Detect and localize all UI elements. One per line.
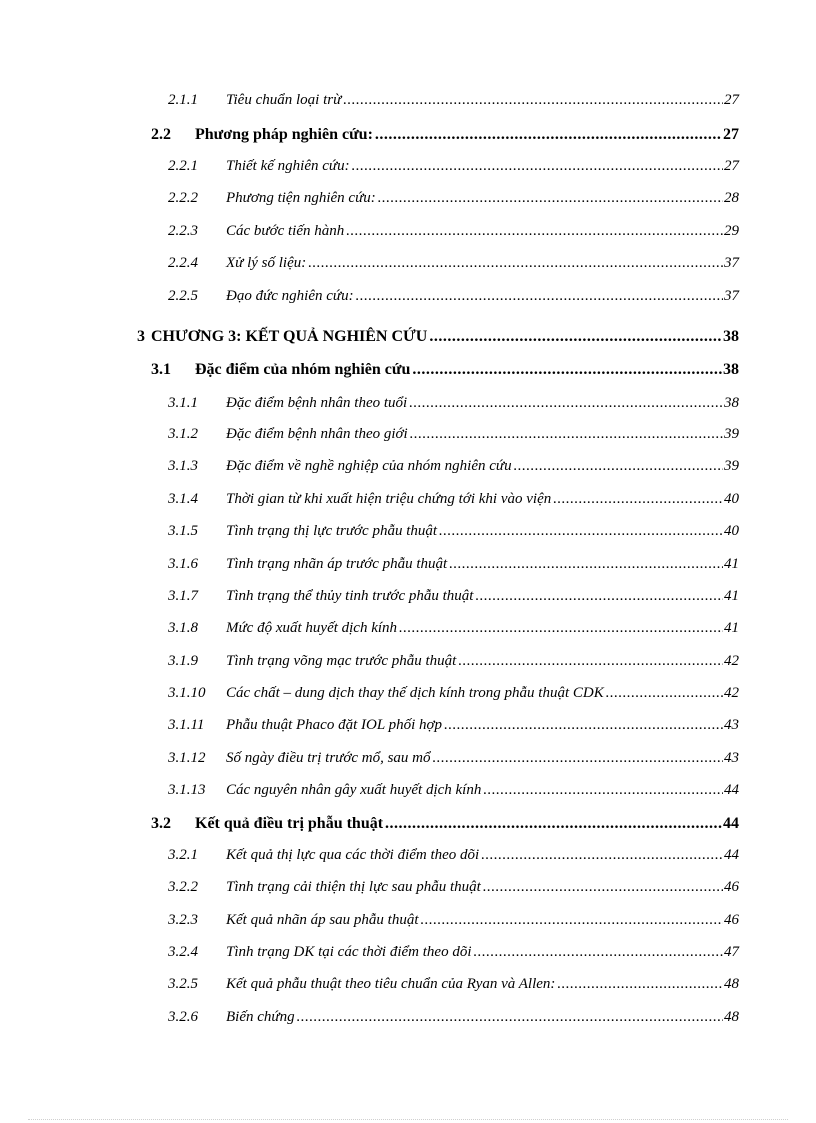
toc-number: 2.2.3 xyxy=(168,223,198,239)
toc-label: Kết quả điều trị phẫu thuật xyxy=(195,815,384,832)
dot-leader xyxy=(433,750,723,767)
toc-label: Tình trạng thể thủy tinh trước phẫu thuật xyxy=(226,588,474,604)
toc-number: 3.1.1 xyxy=(168,395,198,411)
toc-label: Tình trạng nhãn áp trước phẫu thuật xyxy=(226,556,448,572)
toc-number: 3.1.10 xyxy=(168,685,206,701)
toc-label: Biến chứng xyxy=(226,1009,295,1025)
toc-entry-2-1-1[interactable] xyxy=(0,92,739,116)
dot-leader xyxy=(474,944,724,961)
toc-label: Đặc điểm về nghề nghiệp của nhóm nghiên cứu xyxy=(226,458,512,474)
toc-entry-3-1-1[interactable] xyxy=(0,395,739,419)
toc-page-number: 38 xyxy=(723,328,739,345)
toc-page-number: 41 xyxy=(724,588,739,604)
toc-entry-3-2-3[interactable] xyxy=(0,912,739,936)
toc-entry-3-1-4[interactable] xyxy=(0,491,739,515)
dot-leader xyxy=(399,620,723,637)
toc-number: 3.1.3 xyxy=(168,458,198,474)
toc-label: Phẫu thuật Phaco đặt IOL phối hợp xyxy=(226,717,443,733)
toc-page-number: 28 xyxy=(724,190,739,206)
toc-entry-2-2-3[interactable] xyxy=(0,223,739,247)
toc-number: 3.1 xyxy=(151,361,171,378)
toc-entry-3-2-5[interactable] xyxy=(0,976,739,1000)
toc-entry-3-1-3[interactable] xyxy=(0,458,739,482)
toc-label: Đặc điểm của nhóm nghiên cứu xyxy=(195,361,411,378)
toc-entry-3-1-12[interactable] xyxy=(0,750,739,774)
toc-label: Đặc điểm bệnh nhân theo tuổi xyxy=(226,395,408,411)
toc-page-number: 44 xyxy=(724,847,739,863)
toc-label: Tình trạng thị lực trước phẫu thuật xyxy=(226,523,438,539)
dot-leader xyxy=(557,976,723,993)
toc-entry-2-2[interactable] xyxy=(0,126,739,150)
toc-label: Tình trạng cải thiện thị lực sau phẫu thuật xyxy=(226,879,481,895)
toc-entry-2-2-1[interactable] xyxy=(0,158,739,182)
toc-number: 3 xyxy=(137,328,145,345)
toc-label: Các bước tiến hành xyxy=(226,223,345,239)
toc-entry-3-1-9[interactable] xyxy=(0,653,739,677)
dot-leader xyxy=(346,223,723,240)
toc-entry-3-1-10[interactable] xyxy=(0,685,739,709)
dot-leader xyxy=(553,491,723,508)
toc-number: 2.2 xyxy=(151,126,171,143)
toc-number: 3.2 xyxy=(151,815,171,832)
toc-number: 3.2.2 xyxy=(168,879,198,895)
toc-number: 3.1.6 xyxy=(168,556,198,572)
toc-page-number: 47 xyxy=(724,944,739,960)
dot-leader xyxy=(297,1009,723,1026)
dot-leader xyxy=(483,879,723,896)
toc-number: 3.1.9 xyxy=(168,653,198,669)
toc-number: 3.1.5 xyxy=(168,523,198,539)
toc-page-number: 41 xyxy=(724,620,739,636)
toc-label: Tình trạng võng mạc trước phẫu thuật xyxy=(226,653,457,669)
toc-page-number: 44 xyxy=(724,782,739,798)
toc-number: 2.2.1 xyxy=(168,158,198,174)
toc-label: Thời gian từ khi xuất hiện triệu chứng tới khi vào viện xyxy=(226,491,552,507)
toc-entry-3-1-7[interactable] xyxy=(0,588,739,612)
toc-entry-2-2-5[interactable] xyxy=(0,288,739,312)
toc-entry-3-1-8[interactable] xyxy=(0,620,739,644)
toc-page-number: 44 xyxy=(723,815,739,832)
toc-label: Các chất – dung dịch thay thế dịch kính trong phẫu thuật CDK xyxy=(226,685,604,701)
toc-label: Phương tiện nghiên cứu: xyxy=(226,190,376,206)
toc-page-number: 29 xyxy=(724,223,739,239)
toc-number: 2.1.1 xyxy=(168,92,198,108)
toc-entry-3-1[interactable] xyxy=(0,361,739,385)
dot-leader xyxy=(375,126,722,144)
dot-leader xyxy=(308,255,723,272)
toc-page-number: 39 xyxy=(724,458,739,474)
dot-leader xyxy=(514,458,723,475)
toc-page-number: 48 xyxy=(724,1009,739,1025)
toc-page-number: 37 xyxy=(724,288,739,304)
dot-leader xyxy=(385,815,722,833)
dot-leader xyxy=(606,685,723,702)
toc-number: 3.1.4 xyxy=(168,491,198,507)
toc-entry-2-2-2[interactable] xyxy=(0,190,739,214)
toc-page-number: 43 xyxy=(724,717,739,733)
toc-entry-3-1-5[interactable] xyxy=(0,523,739,547)
toc-page-number: 43 xyxy=(724,750,739,766)
toc-page-number: 40 xyxy=(724,491,739,507)
dot-leader xyxy=(483,782,723,799)
dot-leader xyxy=(481,847,723,864)
toc-label: Tiêu chuẩn loại trừ xyxy=(226,92,342,108)
toc-page-number: 38 xyxy=(724,395,739,411)
toc-entry-3-2[interactable] xyxy=(0,815,739,839)
toc-label: Tình trạng DK tại các thời điểm theo dõi xyxy=(226,944,472,960)
toc-entry-3-2-6[interactable] xyxy=(0,1009,739,1033)
toc-number: 3.1.11 xyxy=(168,717,205,733)
dot-leader xyxy=(356,288,723,305)
toc-number: 2.2.5 xyxy=(168,288,198,304)
toc-label: Xử lý số liệu: xyxy=(226,255,307,271)
toc-label: Kết quả thị lực qua các thời điểm theo dõi xyxy=(226,847,480,863)
toc-entry-chapter-3[interactable] xyxy=(0,328,739,352)
toc-label: Kết quả nhãn áp sau phẫu thuật xyxy=(226,912,419,928)
dot-leader xyxy=(409,395,723,412)
dot-leader xyxy=(410,426,723,443)
dot-leader xyxy=(343,92,723,109)
toc-number: 3.2.6 xyxy=(168,1009,198,1025)
toc-entry-3-2-1[interactable] xyxy=(0,847,739,871)
toc-label: Phương pháp nghiên cứu: xyxy=(195,126,373,143)
toc-entry-3-2-4[interactable] xyxy=(0,944,739,968)
toc-number: 3.1.12 xyxy=(168,750,206,766)
toc-page-number: 42 xyxy=(724,685,739,701)
toc-page-number: 27 xyxy=(723,126,739,143)
toc-label: Mức độ xuất huyết dịch kính xyxy=(226,620,398,636)
toc-label: Số ngày điều trị trước mổ, sau mổ xyxy=(226,750,431,766)
toc-page-number: 46 xyxy=(724,879,739,895)
toc-page-number: 42 xyxy=(724,653,739,669)
toc-page-number: 37 xyxy=(724,255,739,271)
toc-page-number: 46 xyxy=(724,912,739,928)
dot-leader xyxy=(429,328,722,346)
toc-page-number: 40 xyxy=(724,523,739,539)
toc-page-number: 27 xyxy=(724,158,739,174)
dot-leader xyxy=(444,717,723,734)
dot-leader xyxy=(378,190,723,207)
toc-label: Kết quả phẫu thuật theo tiêu chuẩn của Ryan và Allen: xyxy=(226,976,556,992)
dot-leader xyxy=(412,361,722,379)
toc-number: 3.1.2 xyxy=(168,426,198,442)
toc-number: 3.1.13 xyxy=(168,782,206,798)
toc-entry-3-1-11[interactable] xyxy=(0,717,739,741)
toc-label: Các nguyên nhân gây xuất huyết dịch kính xyxy=(226,782,482,798)
dot-leader xyxy=(421,912,723,929)
toc-number: 2.2.2 xyxy=(168,190,198,206)
toc-entry-2-2-4[interactable] xyxy=(0,255,739,279)
toc-number: 3.2.5 xyxy=(168,976,198,992)
toc-number: 3.2.4 xyxy=(168,944,198,960)
toc-page-number: 27 xyxy=(724,92,739,108)
dot-leader xyxy=(439,523,723,540)
toc-entry-3-1-2[interactable] xyxy=(0,426,739,450)
dot-leader xyxy=(458,653,723,670)
page-bottom-divider xyxy=(28,1119,788,1120)
toc-entry-3-2-2[interactable] xyxy=(0,879,739,903)
toc-page-number: 39 xyxy=(724,426,739,442)
toc-number: 3.1.8 xyxy=(168,620,198,636)
toc-number: 3.2.1 xyxy=(168,847,198,863)
dot-leader xyxy=(449,556,723,573)
toc-page-number: 38 xyxy=(723,361,739,378)
toc-number: 3.1.7 xyxy=(168,588,198,604)
toc-number: 3.2.3 xyxy=(168,912,198,928)
toc-page-number: 41 xyxy=(724,556,739,572)
toc-page-number: 48 xyxy=(724,976,739,992)
toc-label: Thiết kế nghiên cứu: xyxy=(226,158,350,174)
toc-label: Đặc điểm bệnh nhân theo giới xyxy=(226,426,408,442)
toc-entry-3-1-6[interactable] xyxy=(0,556,739,580)
toc-label: Đạo đức nghiên cứu: xyxy=(226,288,354,304)
toc-number: 2.2.4 xyxy=(168,255,198,271)
dot-leader xyxy=(352,158,723,175)
dot-leader xyxy=(475,588,723,605)
toc-label: CHƯƠNG 3: KẾT QUẢ NGHIÊN CỨU xyxy=(151,328,428,345)
toc-entry-3-1-13[interactable] xyxy=(0,782,739,806)
